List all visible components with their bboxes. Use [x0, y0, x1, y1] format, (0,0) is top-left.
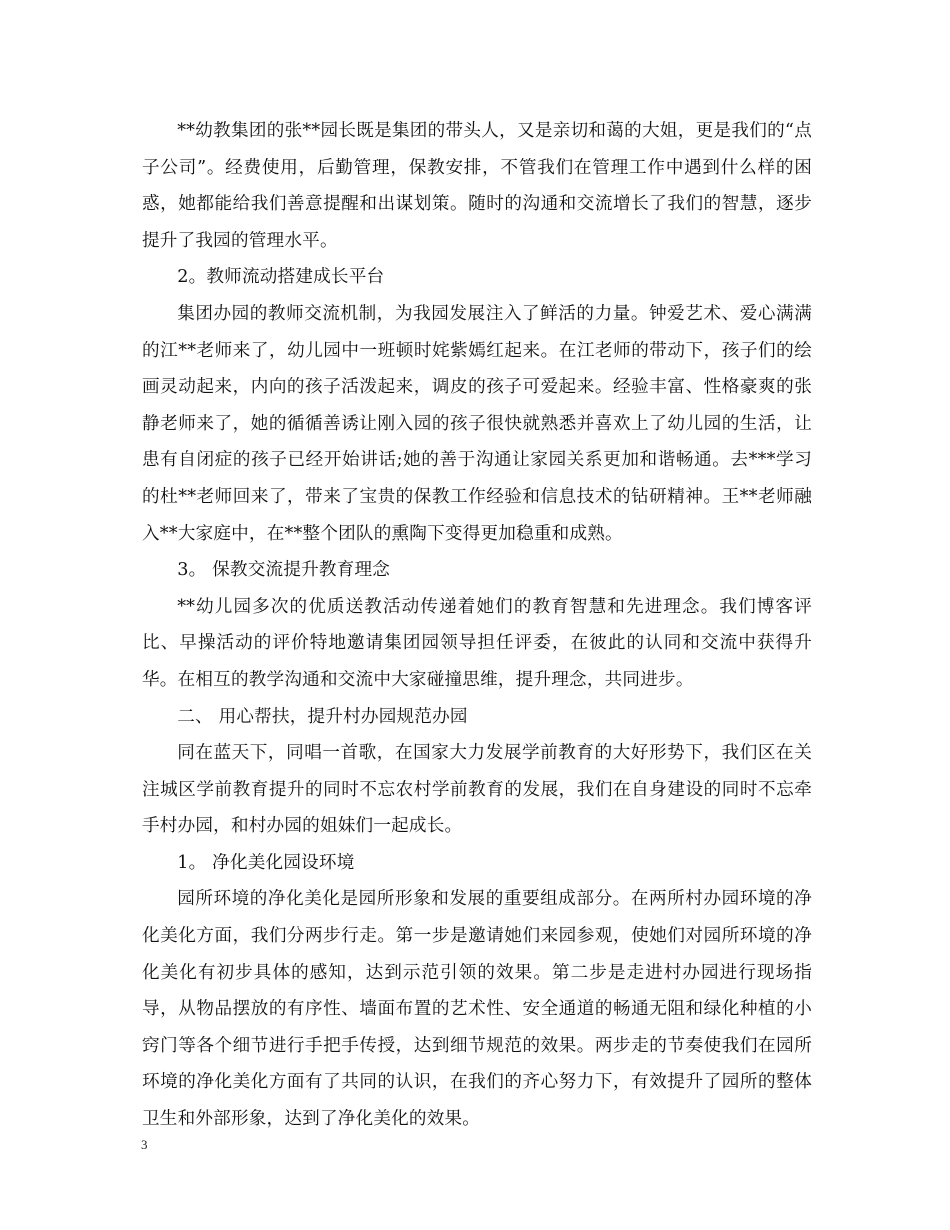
paragraph-teaching-activities: **幼儿园多次的优质送教活动传递着她们的教育智慧和先进理念。我们博客评比、早操活动的评价特地邀请集团园领导担任评委，在彼此的认同和交流中获得升华。在相互的教学沟通和交流中大家碰撞思维，提升理念，共同进步。 [142, 596, 812, 690]
heading-environment: 1。 净化美化园设环境 [177, 852, 355, 873]
paragraph-leader-zhang: **幼教集团的张**园长既是集团的带头人，又是亲切和蔼的大姐，更是我们的“点子公司”。经费使用，后勤管理，保教安排，不管我们在管理工作中遇到什么样的困惑，她都能给我们善意提醒和出谋划策。随时的沟通和交流增长了我们的智慧，逐步提升了我园的管理水平。 [142, 121, 812, 251]
document-body [142, 113, 812, 1138]
paragraph-teacher-exchange: 集团办园的教师交流机制，为我园发展注入了鲜活的力量。钟爱艺术、爱心满满的江**老师来了，幼儿园中一班顿时姹紫嫣红起来。在江老师的带动下，孩子们的绘画灵动起来，内向的孩子活泼起来，调皮的孩子可爱起来。经验丰富、性格豪爽的张静老师来了，她的循循善诱让刚入园的孩子很快就熟悉并喜欢上了幼儿园的生活，让患有自闭症的孩子已经开始讲话;她的善于沟通让家园关系更加和谐畅通。去***学习的杜**老师回来了，带来了宝贵的保教工作经验和信息技术的钻研精神。王**老师融入**大家庭中，在**整个团队的熏陶下变得更加稳重和成熟。 [142, 303, 812, 544]
paragraph-environment-beautification: 园所环境的净化美化是园所形象和发展的重要组成部分。在两所村办园环境的净化美化方面，我们分两步行走。第一步是邀请她们来园参观，使她们对园所环境的净化美化有初步具体的感知，达到示范引领的效果。第二步是走进村办园进行现场指导，从物品摆放的有序性、墙面布置的艺术性、安全通道的畅通无阻和绿化种植的小窍门等各个细节进行手把手传授，达到细节规范的效果。两步走的节奏使我们在园所环境的净化美化方面有了共同的认识，在我们的齐心努力下，有效提升了园所的整体卫生和外部形象，达到了净化美化的效果。 [142, 889, 812, 1130]
heading-village-support: 二、 用心帮扶，提升村办园规范办园 [177, 706, 468, 727]
heading-teacher-rotation: 2。教师流动搭建成长平台 [177, 267, 385, 288]
page-number: 3 [141, 1137, 148, 1152]
heading-care-education-exchange: 3。 保教交流提升教育理念 [177, 560, 391, 581]
paragraph-rural-development: 同在蓝天下，同唱一首歌，在国家大力发展学前教育的大好形势下，我们区在关注城区学前教育提升的同时不忘农村学前教育的发展，我们在自身建设的同时不忘牵手村办园，和村办园的姐妹们一起成长。 [142, 743, 812, 837]
